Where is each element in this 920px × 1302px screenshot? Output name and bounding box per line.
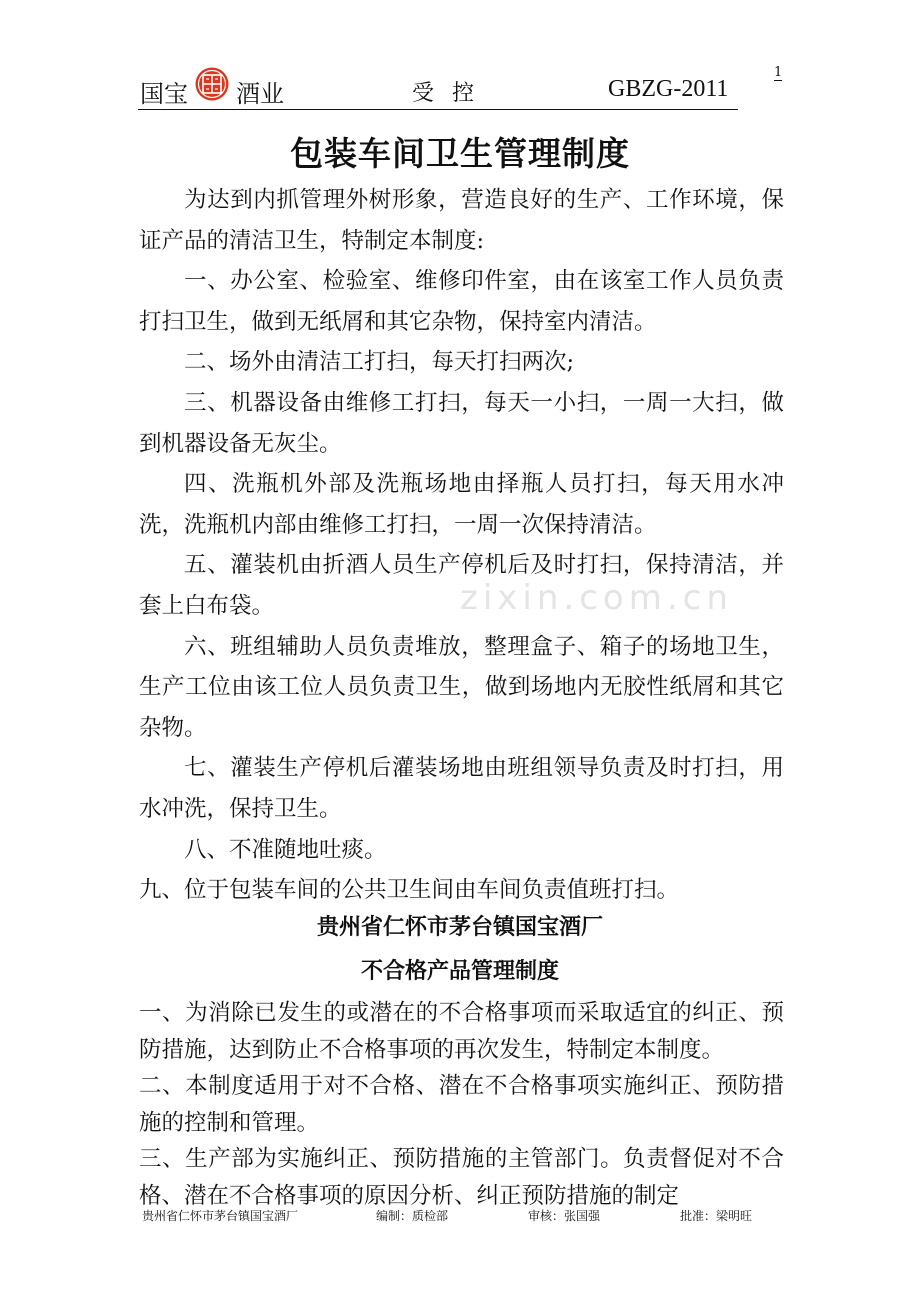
header-divider bbox=[138, 109, 738, 110]
controlled-status-label: 受控 bbox=[412, 81, 493, 106]
nonconforming-regulation-body bbox=[139, 995, 784, 1214]
document-header bbox=[138, 64, 738, 110]
guobao-seal-logo-icon bbox=[194, 66, 230, 102]
document-footer bbox=[0, 1207, 920, 1229]
page-number: 1 bbox=[774, 65, 783, 80]
footer-reviewed-by: 审核：张国强 bbox=[528, 1209, 601, 1223]
clause-1: 一、办公室、检验室、维修印件室，由在该室工作人员负责打扫卫生，做到无纸屑和其它杂物，保持室内清洁。 bbox=[139, 268, 784, 335]
footer-approved-by: 批准：梁明旺 bbox=[680, 1209, 753, 1223]
nc-clause-1: 一、为消除已发生的或潜在的不合格事项而采取适宜的纠正、预防措施，达到防止不合格事项的再次发生，特制定本制度。 bbox=[139, 1000, 784, 1063]
document-title: 包装车间卫生管理制度 bbox=[290, 134, 630, 173]
footer-compiled-by: 编制：质检部 bbox=[376, 1209, 449, 1223]
company-name-part2: 酒业 bbox=[236, 80, 284, 108]
clause-2: 二、场外由清洁工打扫，每天打扫两次; bbox=[184, 349, 575, 376]
nc-clause-2: 二、本制度适用于对不合格、潜在不合格事项实施纠正、预防措施的控制和管理。 bbox=[139, 1073, 784, 1136]
company-name-part1: 国宝 bbox=[140, 80, 188, 108]
intro-paragraph: 为达到内抓管理外树形象，营造良好的生产、工作环境，保证产品的清洁卫生，特制定本制度: bbox=[139, 187, 784, 254]
clause-6: 六、班组辅助人员负责堆放，整理盒子、箱子的场地卫生，生产工位由该工位人员负责卫生，做到场地内无胶性纸屑和其它杂物。 bbox=[139, 633, 784, 741]
factory-name: 贵州省仁怀市茅台镇国宝酒厂 bbox=[316, 914, 603, 940]
clause-5: 五、灌装机由折酒人员生产停机后及时打扫，保持清洁，并套上白布袋。 bbox=[139, 552, 784, 619]
clause-9: 九、位于包装车间的公共卫生间由车间负责值班打扫。 bbox=[139, 877, 680, 904]
footer-company: 贵州省仁怀市茅台镇国宝酒厂 bbox=[142, 1209, 299, 1223]
clause-3: 三、机器设备由维修工打扫，每天一小扫，一周一大扫，做到机器设备无灰尘。 bbox=[139, 389, 784, 457]
nc-clause-3: 三、生产部为实施纠正、预防措施的主管部门。负责督促对不合格、潜在不合格事项的原因分析、纠正预防措施的制定 bbox=[139, 1146, 784, 1209]
regulation-body bbox=[139, 180, 784, 911]
clause-7: 七、灌装生产停机后灌装场地由班组领导负责及时打扫，用水冲洗，保持卫生。 bbox=[139, 755, 784, 822]
watermark: zixin.com.cn bbox=[460, 578, 733, 618]
clause-8: 八、不准随地吐痰。 bbox=[184, 836, 387, 863]
section-title: 不合格产品管理制度 bbox=[360, 958, 559, 984]
document-code: GBZG-2011 bbox=[608, 76, 729, 102]
clause-4: 四、洗瓶机外部及洗瓶场地由择瓶人员打扫，每天用水冲洗，洗瓶机内部由维修工打扫，一周一次保持清洁。 bbox=[139, 471, 784, 538]
